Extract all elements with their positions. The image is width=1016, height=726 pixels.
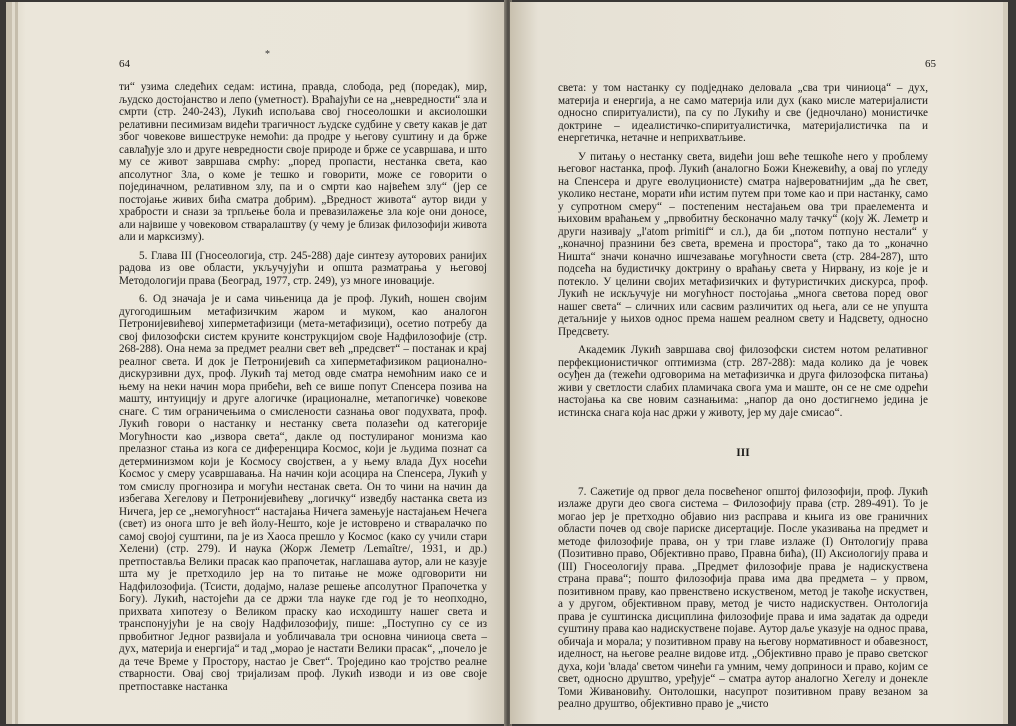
paragraph-4: 7. Сажетије од првог дела посвећеног општој филозофији, проф. Лукић излаже други део свога система – Филозофију права (стр. 289-491). То је могао јер је претходно објавио низ расправа и књига из ове граничних области почев од своје париске дисертације. После указивања на предмет и методе филозофије права, он у три главе излаже (I) Онтологију права (Позитивно право, Објективно право, Правна бића), (II) Аксиологију права и (III) Гносеологију права. „Предмет филозофије права је надискуствена страна права“; пошто филозофија права има два предмета – у првом, позитивном праву, као првенствено искуственом, метод је такође искуствен, а у другом, објективном праву, метод је чисто надискуствен. Онтологија права је суштинска дисциплина филозофије права и има задатак да одреди суштину права као надискуствене појаве. Аутор даље указује на однос права, обичаја и морала; у позитивном праву на његову нормативност и обавезност, иделност, на његове реалне видове итд. „Објективно право је право светског духа, који 'влада' светом чинећи га умним, чему доприноси и право, којим се свет, односно друштво, уређује“ – сматра аутор аналогно Хегелу и донекле Томи Живановићу. Онтолошки, насупрот позитивном праву везаном за реално друштво, објективно право је „чисто xyxy=(558,485,928,710)
page-number-left: 64 xyxy=(119,58,130,70)
paragraph-3: Академик Лукић завршава свој филозофски систем нотом релативног перфекционистичког оптимизма (стр. 287-288): мада колико да је човек осуђен да (тежећи одговорима на метафизичка и друга филозофска питања) живи у светлости слабих пламичака свога ума и маште, он се не сме одрећи настојања ка све новим сазнањима: „напор да оно достигнемо једина је истинска снага која нас држи у животу, јер му даје смисао“. xyxy=(558,344,928,419)
paragraph-2: 5. Глава III (Гносеологија, стр. 245-288) даје синтезу ауторових ранијих радова из ове области, укључујући и општа разматрања у његовој Методологији права (Београд, 1977, стр. 249), уз многе иновације. xyxy=(119,249,487,287)
paragraph-1: света: у том настанку су подједнако деловала „сва три чиниоца“ – дух, материја и енергија, а не само материја или дух (како мисле материјалисти односно спиритуалисти), па су по Лукићу и све (једнoчлано) монистичке доктрине – идеалистичко-спиритуалистичка, материјалистичка па и енергетичка, нетачне и неприхватљиве. xyxy=(558,82,928,144)
left-text-column xyxy=(119,81,487,693)
left-page xyxy=(6,2,506,724)
right-text-column xyxy=(558,82,928,711)
page-number-right: 65 xyxy=(925,58,936,70)
section-heading: III xyxy=(736,447,750,459)
right-page xyxy=(510,2,1008,724)
paragraph-3: 6. Од значаја је и сама чињеница да је проф. Лукић, ношен својим дугогодишњим метафизичким жаром и муком, као аналогон Петронијевићевој хиперметафизици (мета-метафизици), осетио потребу да свој филозофски систем круните конструкцијом своје Надфилозофије (стр. 268-288). Она нема за предмет реални свет већ „предсвет“ – постанак и крај реалног света. И док је Петронијевић са хиперметафизиком рационално-дискурзивни дух, проф. Лукић тај метод овде сматра немоћним иако се и њему на неки начин мора прибећи, већ се више попут Спенсера позива на машту, интуицију и друге алогичке (ирационалне, метапогичке) човекове снаге. С тим ограничењима о смислености сазнања овог подухвата, проф. Лукић говори о настанку и нестанку света полазећи од категорије Могућности као „извора света“, дакле од постулираног монизма као прелазног стања из кога се диференцира Космос, који је људима познат са детерминизмом који је Космосу својствен, а у њему влада Дух носећи Космос у смеру усавршавања. На начин који асоцира на Спенсера, Лукић у том смислу прогнозира и могући нестанак света. Он то чини на начин да избегава Хегелову и Петронијевићеву „логичку“ изведбу настанка света из Ничега, јер се „немогућност“ настајања Ничега замењује настајањем Нечега (свет) из онога што је већ йолу-Нешто, које је истоврено и стваралачко по самој својој суштини, па је из Хаоса прешло у Космос (како су учили стари Хелени) (стр. 279). И наука (Жорж Леметр /Lemaître/, 1931, и др.) претпоставља Велики прасак као прапочетак, наглашава аутор, али не казује шта му је претходило јер на то питање не може одговорити ни Надфилозофија. (Тсисти, додајмо, налазе решење апсолутног Прапочетка у Богу). Лукић, настојећи да се држи тла науке где год је то неопходно, прихвата хипотезу о Великом праску као исходишту нашег света и транспонујући је на своју Надфилозофију, пише: „Поступно су се из првобитног Једног развијала и уобличавала три основна чиниоца света – дух, материја и енергија“ и тад „морао је настати Велики прасак“, „почело је да тече Време у Простору, настао је Свет“. Тројединo као тројство реалне стварности. Овај свој тријализам проф. Лукић изводи и из ове своје претпоставке настанка xyxy=(119,293,487,693)
paragraph-1: ти“ узима следећих седам: истина, правда, слобода, ред (поредак), мир, људско достојанство и лепо (уметност). Враћајући се на „невредности“ зла и смрти (стр. 240-243), Лукић испољава свој гносеолошки и аксиолошки релативни песимизам видећи трагичност људске судбине у свету какав је дат због човекове вишеструке немоћи: да продре у његову суштину и да брже савлађује зло и друге невредности своје природе и брже се усавршава, и што му се живот завршава смрћу: „поред пропасти, нестанка света, као апсолутног Зла, о коме је тешко и говорити, може се говорити о појединачном, релативном злу, па и о смрти као највећем злу“ (јер се постојање живих бића сматра добрим). „Вредност живота“ аутор види у храбрости и снази за трпљење бола и превазилажење зла које они доносе, али највише у човековом стваралаштву (у чему је близак филозофији живота али и марксизму). xyxy=(119,81,487,243)
paragraph-2: У питању о нестанку света, видећи још веће тешкоће него у проблему његовог настанка, проф. Лукић (аналогно Божи Кнежевићу, а овај по угледу на Спенсера и друге еволуционисте) сматра највероватнијим „да ће свет, уколико нестане, морати ићи истим путем при томе као и при настанку, само у супротном смеру“ – постепеним нестајањем ова три праелемента и њиховим враћањем у „првобитну бесконачно малу тачку“ (коју Ж. Леметр и други називају „l'atom primitif“ и сл.), да би „потом потпуно нестали“ у „коначној празнини без света, времена и простора“, тако да то „коначно Ништа“ значи коначно ишчезавање могућности света (стр. 284-287), што подсећа на будистичку доктрину о враћању света у Нирвану, из које је и потекло. У целини својих метафизичких и футуристичких дискурса, проф. Лукић не искључује ни могућност постојања „многа светова поред овог нашег света“ – сличних или сасвим различитих од њега, али се не упушта детаљније у њихов однос према нашем реалном свету и Надсвету, односно Предсвету. xyxy=(558,150,928,338)
print-mark: * xyxy=(265,49,270,60)
